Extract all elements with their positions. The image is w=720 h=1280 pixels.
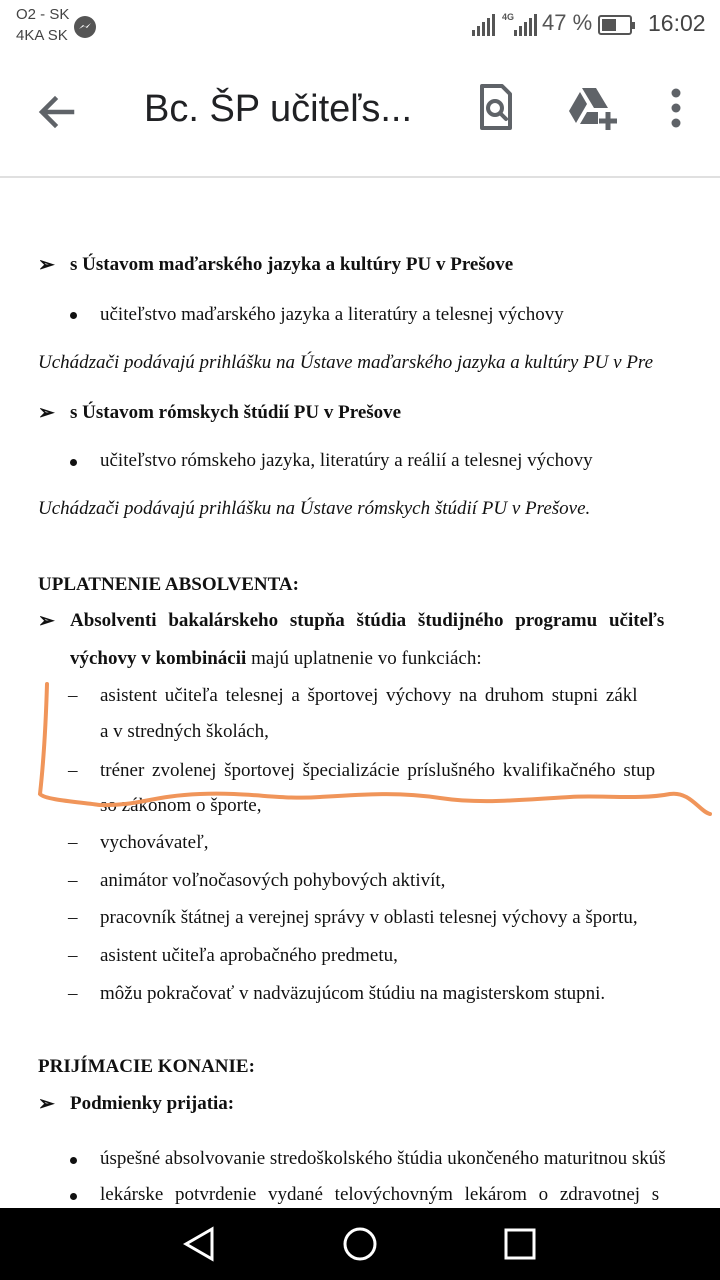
dash-bullet: –	[68, 870, 78, 891]
search-document-icon	[468, 80, 524, 136]
highlight-annotation	[0, 178, 720, 878]
paragraph-rest: majú uplatnenie vo funkciách:	[246, 648, 482, 669]
list-item: učiteľstvo maďarského jazyka a literatúry a telesnej výchovy	[100, 304, 564, 325]
bullet-icon	[70, 1157, 77, 1164]
messenger-icon	[74, 16, 96, 38]
section-heading: PRIJÍMACIE KONANIE:	[38, 1056, 255, 1077]
network-type: 4G	[502, 12, 515, 22]
document-title: Bc. ŠP učiteľs...	[144, 88, 413, 130]
bold-phrase: výchovy v kombinácii	[70, 648, 247, 669]
list-item: tréner zvolenej športovej špecializácie príslušného kvalifikačného stup	[100, 760, 656, 781]
paragraph-line: Absolventi bakalárskeho stupňa štúdia študijného programu učiteľs	[70, 610, 665, 631]
list-item: môžu pokračovať v nadväzujúcom štúdiu na magisterskom stupni.	[100, 983, 606, 1004]
section-heading: s Ústavom maďarského jazyka a kultúry PU v Prešove	[70, 254, 514, 275]
app-toolbar	[0, 52, 720, 178]
back-button[interactable]	[22, 82, 86, 146]
drive-add-icon	[564, 80, 620, 136]
battery-icon	[598, 15, 632, 35]
list-item: asistent učiteľa aprobačného predmetu,	[100, 945, 398, 966]
dash-bullet: –	[68, 907, 78, 928]
list-item: asistent učiteľa telesnej a športovej výchovy na druhom stupni zákl	[100, 685, 638, 706]
clock: 16:02	[648, 10, 706, 36]
system-nav-bar	[0, 1208, 720, 1280]
find-in-document-button[interactable]	[468, 80, 524, 136]
more-options-button[interactable]	[650, 80, 706, 136]
nav-back-icon	[180, 1224, 220, 1264]
carrier-info	[16, 4, 69, 46]
list-item: učiteľstvo rómskeho jazyka, literatúry a reálií a telesnej výchovy	[100, 450, 593, 471]
dash-bullet: –	[68, 983, 78, 1004]
signal-icon-2	[514, 14, 538, 36]
dash-bullet: –	[68, 760, 78, 781]
carrier-line1: O2 - SK	[16, 6, 70, 23]
list-item-continuation: a v stredných školách,	[100, 721, 269, 742]
nav-back-button[interactable]	[180, 1224, 220, 1264]
back-arrow-icon	[22, 82, 86, 146]
list-item: animátor voľnočasových pohybových aktivít,	[100, 870, 446, 891]
nav-home-icon	[340, 1224, 380, 1264]
status-bar	[0, 0, 720, 52]
carrier-line2: 4KA SK	[16, 27, 68, 44]
sub-heading: Podmienky prijatia:	[70, 1093, 235, 1114]
note-text: Uchádzači podávajú prihlášku na Ústave rómskych štúdií PU v Prešove.	[38, 498, 591, 519]
arrow-bullet-icon: ➢	[38, 1093, 55, 1115]
note-text: Uchádzači podávajú prihlášku na Ústave maďarského jazyka a kultúry PU v Pre	[38, 352, 654, 373]
list-item: vychovávateľ,	[100, 832, 209, 853]
nav-recents-icon	[500, 1224, 540, 1264]
arrow-bullet-icon: ➢	[38, 610, 55, 632]
more-vert-icon	[650, 80, 706, 136]
bullet-icon	[70, 1193, 77, 1200]
list-item: pracovník štátnej a verejnej správy v oblasti telesnej výchovy a športu,	[100, 907, 638, 928]
nav-recents-button[interactable]	[500, 1224, 540, 1264]
section-heading: s Ústavom rómskych štúdií PU v Prešove	[70, 402, 402, 423]
list-item: úspešné absolvovanie stredoškolského štúdia ukončeného maturitnou skúš	[100, 1148, 666, 1169]
dash-bullet: –	[68, 832, 78, 853]
dash-bullet: –	[68, 685, 78, 706]
signal-icon	[472, 14, 496, 36]
arrow-bullet-icon: ➢	[38, 254, 55, 276]
battery-percent: 47 %	[542, 10, 593, 35]
list-item-continuation: so zákonom o športe,	[100, 795, 262, 816]
nav-home-button[interactable]	[340, 1224, 380, 1264]
arrow-bullet-icon: ➢	[38, 402, 55, 424]
dash-bullet: –	[68, 945, 78, 966]
document-page[interactable]	[0, 178, 720, 1208]
add-to-drive-button[interactable]	[564, 80, 620, 136]
section-heading: UPLATNENIE ABSOLVENTA:	[38, 574, 299, 595]
list-item: lekárske potvrdenie vydané telovýchovným lekárom o zdravotnej s	[100, 1184, 660, 1205]
